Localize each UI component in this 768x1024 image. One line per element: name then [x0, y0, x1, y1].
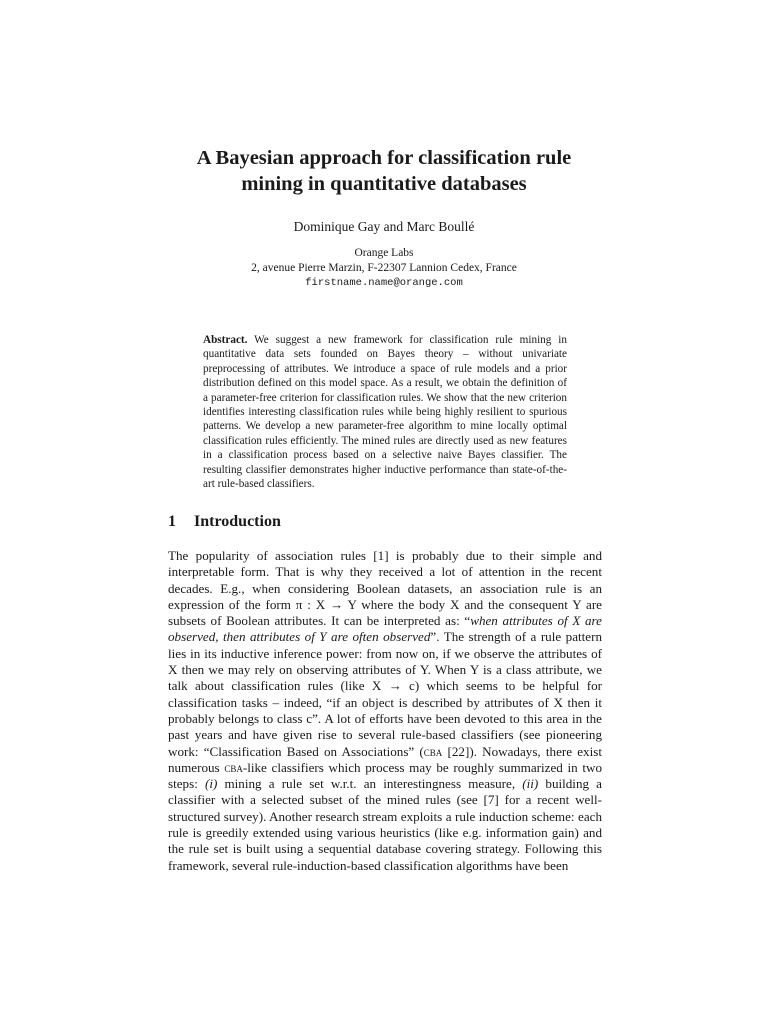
affiliation-address: 2, avenue Pierre Marzin, F-22307 Lannion Cedex, France	[251, 262, 517, 274]
intro-text-3: [22]). Nowadays, there exist numerous	[168, 743, 602, 775]
affiliation-org: Orange Labs	[354, 247, 414, 259]
intro-quote: when attributes of X are observed, then attributes of Y are often observed	[168, 613, 602, 645]
intro-text-5: mining a rule set w.r.t. an interestingness measure,	[217, 776, 523, 792]
section-title: Introduction	[194, 513, 281, 530]
intro-text-2: ”. The strength of a rule pattern lies in its inductive inference power: from now on, if we observe the attributes of X then we may rely on observing attributes of Y. When Y is a class attribute, we talk about classification rules (like X → c) which seems to be helpful for classification tasks – indeed, “if an object is described by attributes of X then it probably belongs to class c”. A lot of efforts have been devoted to this area in the past years and have given rise to several rule-based classifiers (see pioneering work: “Classification Based on Associations” (	[168, 629, 602, 759]
abstract-text: We suggest a new framework for classification rule mining in quantitative data sets founded on Bayes theory – without univariate preprocessing of attributes. We introduce a space of rule models and a prior distribution defined on this model space. As a result, we obtain the definition of a parameter-free criterion for classification rules. We show that the new criterion identifies interesting classification rules while being highly resilient to spurious patterns. We develop a new parameter-free algorithm to mine locally optimal classification rules efficiently. The mined rules are directly used as new features in a classification process based on a selective naive Bayes classifier. The resulting classifier demonstrates higher inductive performance than state-of-the-art rule-based classifiers.	[203, 334, 567, 491]
step-2-marker: (ii)	[522, 776, 539, 792]
intro-text-6: building a classifier with a selected subset of the mined rules (see [7] for a recent well-structured survey). Another research stream exploits a rule induction scheme: each rule is greedily extended using various heuristics (like e.g. information gain) and the rule set is built using a sequential database covering strategy. Following this framework, several rule-induction-based classification algorithms have been	[168, 776, 602, 873]
section-heading-introduction	[168, 512, 608, 532]
section-number: 1	[168, 513, 176, 530]
paper-title-line-2: mining in quantitative databases	[241, 173, 527, 195]
intro-text-4: -like classifiers which process may be roughly summarized in two steps:	[168, 759, 603, 792]
intro-text-1: The popularity of association rules [1] is probably due to their simple and interpretable form. That is why they received a lot of attention in the recent decades. E.g., when considering Boolean datasets, an association rule is an expression of the form π : X → Y where the body X and the consequent Y are subsets of Boolean attributes. It can be interpreted as: “	[168, 548, 602, 629]
cba-abbrev-2: cba	[224, 759, 243, 775]
paper-title-line-1: A Bayesian approach for classification rule	[196, 147, 572, 169]
paper-title	[150, 145, 618, 197]
affiliation-block	[150, 246, 618, 291]
abstract-label: Abstract.	[203, 334, 248, 346]
affiliation-email: firstname.name@orange.com	[305, 277, 463, 289]
paper-authors: Dominique Gay and Marc Boullé	[293, 219, 475, 234]
step-1-marker: (i)	[204, 776, 218, 792]
introduction-paragraph	[168, 548, 602, 874]
cba-abbrev-1: cba	[423, 743, 443, 759]
abstract	[203, 333, 567, 491]
